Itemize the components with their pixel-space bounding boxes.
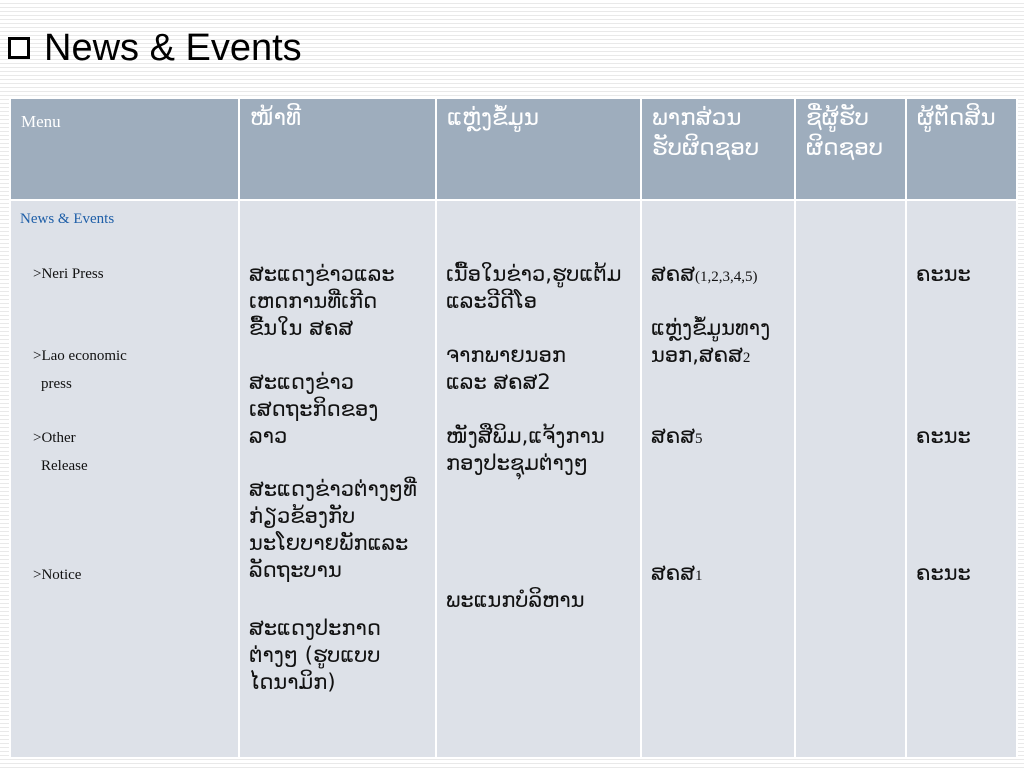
header-page bbox=[239, 98, 436, 200]
page-desc-economic: ສະແດງຂ່າວເສດຖະກິດຂອງລາວ bbox=[249, 370, 379, 448]
editor-1: ຄະນະ bbox=[916, 262, 971, 286]
checkbox-bullet-icon bbox=[8, 37, 30, 59]
menu-item-lao-economic: >Lao economic bbox=[33, 348, 127, 364]
source-cell bbox=[436, 200, 641, 758]
table-row bbox=[10, 200, 1017, 758]
slide-title bbox=[8, 22, 302, 74]
menu-item-news-events: News & Events bbox=[20, 211, 115, 227]
person-cell bbox=[795, 200, 906, 758]
editor-3: ຄະນະ bbox=[916, 561, 971, 585]
source-newspaper: ໜັງສືພິມ,ແຈ້ງການ ກອງປະຊຸມຕ່າງໆ bbox=[446, 424, 605, 475]
header-source bbox=[436, 98, 641, 200]
header-editor bbox=[906, 98, 1017, 200]
dept-1: ສຄສ(1,2,3,4,5) bbox=[651, 262, 758, 286]
menu-item-other: >Other bbox=[33, 430, 76, 446]
header-source-label: ແຫຼ່ງຂໍ້ມູນ bbox=[447, 105, 540, 131]
header-page-label: ໜ້າທີ bbox=[250, 105, 302, 131]
header-editor-label: ຜູ້ຕັດສິນ bbox=[917, 105, 996, 131]
menu-cell bbox=[10, 200, 239, 758]
news-events-table bbox=[9, 97, 1018, 759]
page-cell bbox=[239, 200, 436, 758]
menu-item-notice: >Notice bbox=[33, 567, 82, 583]
source-news: ເນື້ອໃນຂ່າວ,ຮູບແຕ້ມແລະວີດີໂອ bbox=[446, 262, 622, 313]
menu-item-neri-press: >Neri Press bbox=[33, 266, 104, 282]
page-desc-other: ສະແດງຂ່າວຕ່າງໆທີ່ກ່ຽວຂ້ອງກັບນະໂຍບາຍພັກແລະລັດຖະບານ bbox=[249, 477, 417, 582]
source-admin: ພະແນກບໍລິຫານ bbox=[446, 588, 585, 612]
dept-4: ສຄສ1 bbox=[651, 561, 703, 585]
header-dept bbox=[641, 98, 795, 200]
header-person bbox=[795, 98, 906, 200]
page-title: News & Events bbox=[44, 27, 302, 69]
header-dept-label: ພາກສ່ວນຮັບຜິດຊອບ bbox=[652, 105, 760, 161]
source-external: ຈາກພາຍນອກ ແລະ ສຄສ2 bbox=[446, 343, 566, 394]
table-header-row bbox=[10, 98, 1017, 200]
header-menu bbox=[10, 98, 239, 200]
editor-cell bbox=[906, 200, 1017, 758]
dept-cell bbox=[641, 200, 795, 758]
menu-item-other-release: Release bbox=[41, 458, 88, 474]
header-menu-label: Menu bbox=[21, 112, 61, 131]
menu-item-lao-economic-press: press bbox=[41, 376, 72, 392]
editor-2: ຄະນະ bbox=[916, 424, 971, 448]
header-person-label: ຊື່ຜູ້ຮັບຜິດຊອບ bbox=[806, 105, 884, 161]
page-desc-news: ສະແດງຂ່າວແລະເຫດການທີ່ເກີດຂື້ນໃນ ສຄສ bbox=[249, 262, 395, 340]
dept-3: ສຄສ5 bbox=[651, 424, 703, 448]
dept-2: ແຫຼ່ງຂໍ້ມູນທາງນອກ,ສຄສ2 bbox=[651, 316, 771, 367]
page-desc-notice: ສະແດງປະກາດຕ່າງໆ (ຮູບແບບໄດນາມິກ) bbox=[249, 616, 381, 694]
